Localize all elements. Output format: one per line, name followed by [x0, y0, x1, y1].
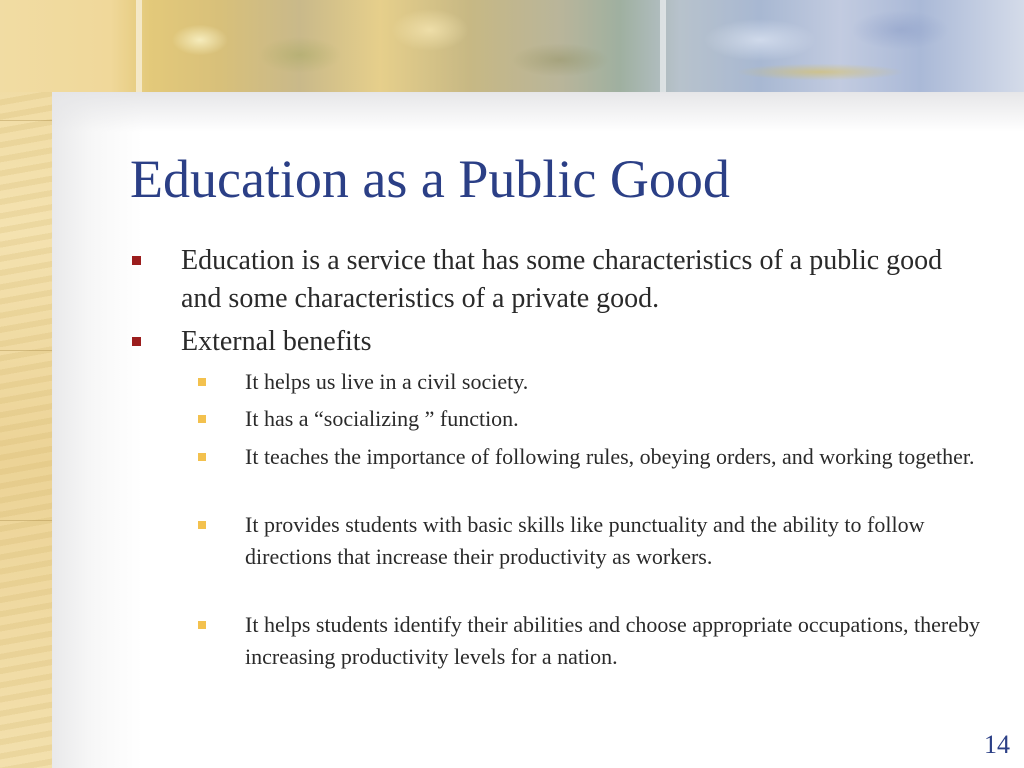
sub-bullet-text: It helps us live in a civil society.	[245, 369, 529, 394]
square-bullet-icon	[198, 453, 206, 461]
sub-bullet-text: It helps students identify their abilities and choose appropriate occupations, thereby increasing productivity levels for a nation.	[245, 612, 980, 669]
slide-title: Education as a Public Good	[130, 149, 730, 209]
square-bullet-icon	[198, 378, 206, 386]
square-bullet-icon	[198, 521, 206, 529]
sub-bullet-text: It provides students with basic skills like punctuality and the ability to follow directions that increase their productivity as workers.	[245, 512, 925, 569]
bullet-text: Education is a service that has some characteristics of a public good and some characteristics of a private good.	[181, 245, 943, 314]
sub-bullet-text: It has a “socializing ” function.	[245, 406, 519, 431]
square-bullet-icon	[198, 621, 206, 629]
decorative-top-banner	[0, 0, 1024, 92]
square-bullet-icon	[198, 415, 206, 423]
slide-number: 14	[984, 730, 1010, 759]
sub-bullet-text: It teaches the importance of following rules, obeying orders, and working together.	[245, 444, 975, 469]
decorative-left-border	[0, 0, 52, 768]
square-bullet-icon	[132, 256, 141, 265]
square-bullet-icon	[132, 337, 141, 346]
bullet-text: External benefits	[181, 326, 372, 357]
